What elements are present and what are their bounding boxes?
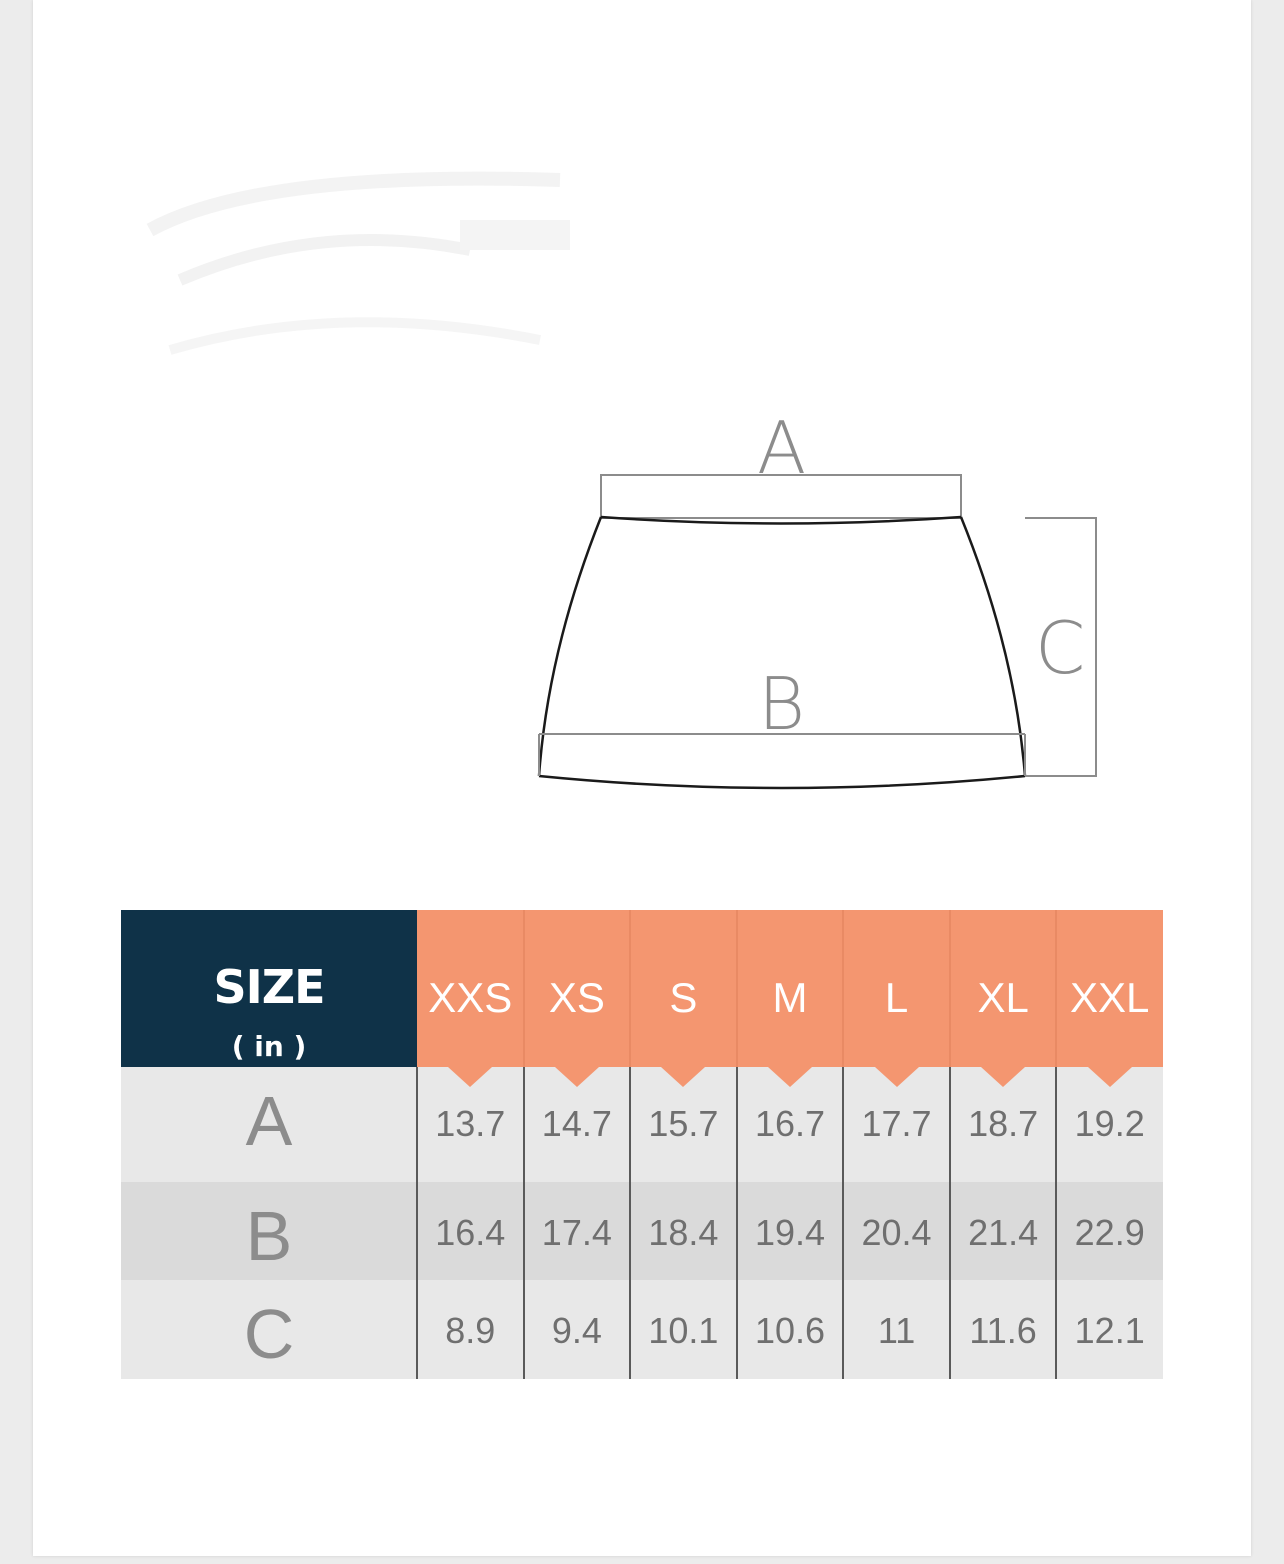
table-cell: 11.6 [969, 1310, 1037, 1351]
header-divider [629, 910, 631, 1067]
table-cell: 16.7 [754, 1103, 826, 1144]
row-label-a: A [245, 1082, 293, 1160]
header-divider [523, 910, 525, 1067]
table-cell: 8.9 [445, 1310, 496, 1351]
header-divider [1055, 910, 1057, 1067]
size-label: M [772, 974, 808, 1021]
table-cell: 21.4 [968, 1212, 1039, 1253]
size-label: XXL [1070, 974, 1150, 1021]
table-cell: 18.7 [968, 1103, 1039, 1144]
table-cell: 10.6 [754, 1310, 826, 1351]
size-header-cell [121, 910, 417, 1067]
skirt-right-side [961, 517, 1025, 776]
header-notch-icon [1088, 1067, 1132, 1087]
table-cell: 17.7 [861, 1103, 932, 1144]
header-notch-icon [875, 1067, 919, 1087]
size-column-header [524, 910, 631, 1067]
table-cell: 11 [877, 1310, 916, 1351]
size-label: XS [548, 974, 605, 1021]
size-column-header [737, 910, 844, 1067]
table-cell: 10.1 [648, 1310, 719, 1351]
column-divider [949, 1067, 951, 1379]
column-divider [1055, 1067, 1057, 1379]
row-label-c: C [243, 1295, 295, 1373]
column-divider [416, 1067, 418, 1379]
table-cell: 19.2 [1074, 1103, 1145, 1144]
header-divider [949, 910, 951, 1067]
table-cell: 15.7 [648, 1103, 719, 1144]
skirt-hem [539, 776, 1025, 788]
column-divider [629, 1067, 631, 1379]
header-notch-icon [448, 1067, 492, 1087]
header-notch-icon [768, 1067, 812, 1087]
table-cell: 16.4 [435, 1212, 506, 1253]
size-column-header [1056, 910, 1163, 1067]
size-label: XL [977, 974, 1029, 1021]
table-cell: 18.4 [648, 1212, 719, 1253]
table-cell: 14.7 [541, 1103, 612, 1144]
header-notch-icon [661, 1067, 705, 1087]
size-label: S [669, 974, 698, 1021]
dimension-label-c: C [1035, 606, 1086, 690]
table-cell: 19.4 [754, 1212, 826, 1253]
row-label-b: B [245, 1197, 293, 1275]
size-unit: ( in ) [231, 1030, 307, 1063]
size-column-header [630, 910, 737, 1067]
column-divider [736, 1067, 738, 1379]
header-divider [736, 910, 738, 1067]
size-column-header [843, 910, 950, 1067]
size-label: XXS [428, 974, 513, 1021]
table-cell: 13.7 [435, 1103, 506, 1144]
dimension-label-a: A [757, 406, 807, 490]
table-cell: 20.4 [861, 1212, 932, 1253]
header-notch-icon [981, 1067, 1025, 1087]
size-label: L [884, 974, 909, 1021]
column-divider [523, 1067, 525, 1379]
skirt-left-side [539, 517, 601, 776]
dimension-label-b: B [758, 662, 806, 746]
table-cell: 17.4 [541, 1212, 612, 1253]
header-divider [842, 910, 844, 1067]
table-cell: 9.4 [551, 1310, 602, 1351]
table-cell: 12.1 [1074, 1310, 1145, 1351]
size-column-header [950, 910, 1057, 1067]
header-notch-icon [555, 1067, 599, 1087]
table-cell: 22.9 [1074, 1212, 1145, 1253]
column-divider [842, 1067, 844, 1379]
size-column-header [417, 910, 524, 1067]
size-title: SIZE [213, 960, 325, 1014]
size-table [121, 910, 1163, 1379]
